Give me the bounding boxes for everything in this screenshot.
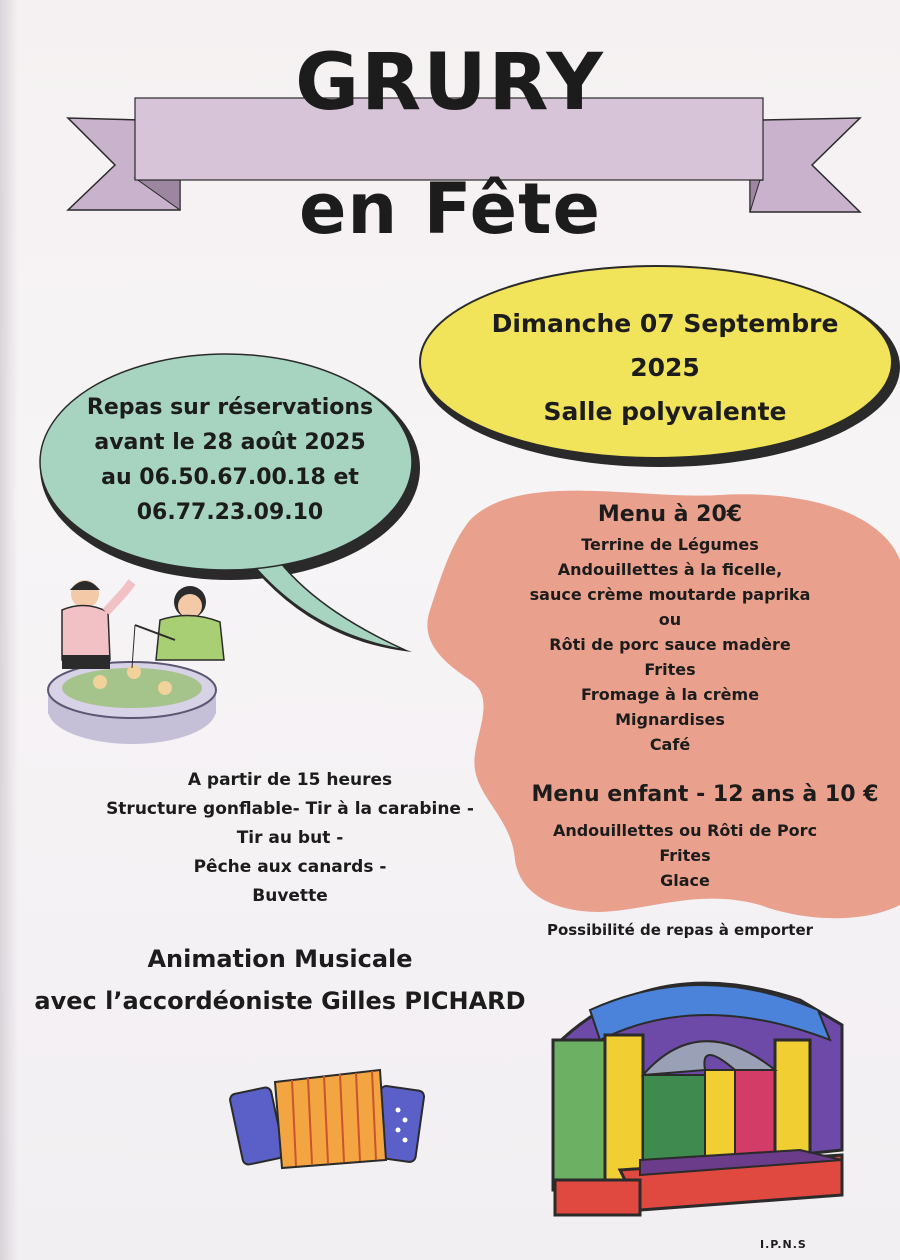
menu-item: Café (649, 735, 691, 754)
music-title: Animation Musicale (147, 945, 413, 973)
adult-menu (500, 498, 840, 757)
takeaway-note: Possibilité de repas à emporter (546, 921, 814, 939)
activity-line: A partir de 15 heures (187, 770, 393, 790)
kids-menu (520, 818, 850, 893)
reservation-phone-2: 06.77.23.09.10 (136, 500, 324, 525)
menu-item: Frites (644, 660, 696, 679)
kids-menu-item: Andouillettes ou Rôti de Porc (552, 821, 818, 840)
duck-fishing-illustration (48, 580, 224, 744)
kids-menu-item: Glace (660, 871, 710, 890)
event-date: Dimanche 07 Septembre (491, 309, 839, 338)
event-venue: Salle polyvalente (543, 397, 787, 426)
event-year: 2025 (630, 353, 700, 382)
event-details (440, 302, 890, 434)
menu-item: Andouillettes à la ficelle, (557, 560, 783, 579)
ipns-label: I.P.N.S (760, 1238, 807, 1251)
reservation-phone-1: au 06.50.67.00.18 et (101, 465, 359, 490)
reservation-line: Repas sur réservations (86, 395, 374, 420)
music-announcement (0, 938, 560, 1022)
menu-title: Menu à 20€ (597, 502, 743, 527)
menu-item: ou (658, 610, 682, 629)
menu-item: Mignardises (615, 710, 725, 729)
activity-line: Pêche aux canards - (193, 857, 387, 877)
activity-line: Tir au but - (236, 828, 344, 848)
menu-item: Rôti de porc sauce madère (549, 635, 791, 654)
menu-item: Terrine de Légumes (581, 535, 759, 554)
kids-menu-item: Frites (659, 846, 711, 865)
bouncy-castle-illustration (553, 983, 842, 1215)
title-grury: GRURY (295, 38, 605, 128)
title-en-fete: en Fête (298, 168, 602, 250)
activity-line: Buvette (252, 886, 328, 906)
menu-item: Fromage à la crème (580, 685, 760, 704)
kids-menu-title: Menu enfant - 12 ans à 10 € (531, 782, 879, 807)
accordion-illustration (229, 1070, 425, 1168)
activities-list (60, 766, 520, 911)
reservation-text (55, 390, 405, 530)
activity-line: Structure gonflable- Tir à la carabine - (106, 799, 474, 819)
menu-item: sauce crème moutarde paprika (529, 585, 811, 604)
reservation-deadline: avant le 28 août 2025 (94, 430, 366, 455)
music-artist: avec l’accordéoniste Gilles PICHARD (34, 987, 526, 1015)
